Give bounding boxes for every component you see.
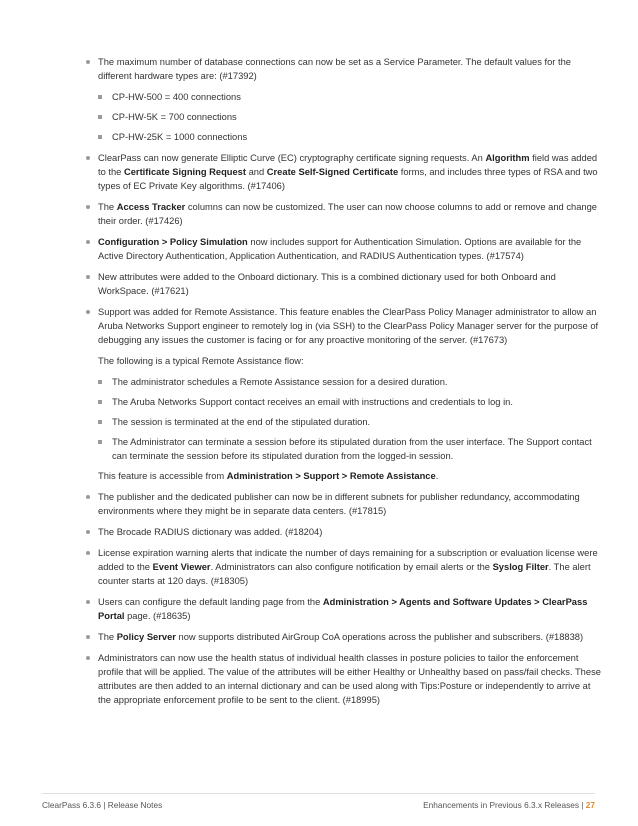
sub-list-item (98, 110, 602, 124)
list-item (82, 525, 602, 539)
list-item-text (98, 151, 602, 193)
sub-list-item (98, 130, 602, 144)
list-item-text (98, 305, 602, 347)
text-run: and (246, 167, 267, 177)
square-bullet-icon (98, 95, 102, 99)
list-item-intro (98, 354, 602, 368)
sub-list-item (98, 415, 602, 429)
list-item-text (98, 270, 602, 298)
text-run: . Administrators can also configure notification by email alerts or the (210, 562, 493, 572)
sub-list-item (98, 395, 602, 409)
list-item-outro (98, 469, 602, 483)
bullet-icon (86, 156, 90, 160)
sub-list-item (98, 90, 602, 104)
sub-list-item (98, 375, 602, 389)
list-item (82, 490, 602, 518)
list-item-text (98, 546, 602, 588)
text-run: The following is a typical Remote Assistance flow: (98, 356, 304, 366)
square-bullet-icon (98, 380, 102, 384)
bold-ui-term: Certificate Signing Request (123, 167, 246, 177)
list-item (82, 235, 602, 263)
bullet-icon (86, 635, 90, 639)
bold-ui-term: Syslog Filter (492, 562, 549, 572)
page-footer (42, 793, 595, 810)
bullet-icon (86, 656, 90, 660)
text-run: forms, and includes three types of RSA and two types of EC Private Key algorithms. (#17406) (98, 167, 598, 191)
sub-list-item-text: CP-HW-5K = 700 connections (112, 112, 237, 122)
square-bullet-icon (98, 115, 102, 119)
square-bullet-icon (98, 400, 102, 404)
list-item (82, 651, 602, 707)
page-number: 27 (585, 800, 595, 810)
sub-list-item-text: The session is terminated at the end of the stipulated duration. (112, 417, 371, 427)
list-item (82, 595, 602, 623)
text-run: Support was added for Remote Assistance. This feature enables the ClearPass Policy Manager administrator to allow an Aruba Networks Support engineer to remotely log in (via SSH) to the ClearPass Policy Manager server for the purpose of debugging any issues the customer is facing or for any proactive monitoring of the server. (#17673) (98, 307, 599, 345)
list-item-text (98, 55, 602, 83)
text-run: License expiration warning alerts that indicate the number of days remaining for a subscription or evaluation license were added to the (98, 548, 598, 572)
bold-ui-term: Event Viewer (152, 562, 211, 572)
bullet-icon (86, 205, 90, 209)
list-item-text (98, 235, 602, 263)
text-run: Administrators can now use the health status of individual health classes in posture policies to tailor the enforcement profile that will be applied. The value of the attributes will be either Healthy or Unhealthy based on pass/fail checks. These attributes are then added to an internal dictionary and can be used along with Tips:Posture or independently to arrive at the appropriate enforcement profile to be sent to the client. (#18995) (98, 653, 601, 705)
footer-doc-title: ClearPass 6.3.6 | Release Notes (42, 800, 163, 810)
text-run: The publisher and the dedicated publisher can now be in different subnets for publisher redundancy, accommodating environments where they might be in separate data centers. (#17815) (98, 492, 580, 516)
sub-list-item-text: The Administrator can terminate a session before its stipulated duration from the user interface. The Support contact can terminate the session before its stipulated duration from the logged-in session. (112, 437, 592, 461)
list-item-text (98, 490, 602, 518)
list-item (82, 305, 602, 483)
sub-list (98, 375, 602, 463)
bold-ui-term: Create Self-Signed Certificate (266, 167, 399, 177)
text-run: New attributes were added to the Onboard dictionary. This is a combined dictionary used for both Onboard and WorkSpace. (#17621) (98, 272, 556, 296)
sub-list-item-text: CP-HW-500 = 400 connections (112, 92, 241, 102)
text-run: page. (#18635) (124, 611, 191, 621)
list-item-text (98, 595, 602, 623)
list-item (82, 270, 602, 298)
sub-list-item-text: The administrator schedules a Remote Assistance session for a desired duration. (112, 377, 448, 387)
release-notes-content (82, 55, 602, 714)
list-item (82, 200, 602, 228)
text-run: Users can configure the default landing page from the (98, 597, 323, 607)
bullet-icon (86, 530, 90, 534)
list-item (82, 55, 602, 144)
bold-ui-term: Configuration > Policy Simulation (98, 237, 248, 247)
list-item (82, 630, 602, 644)
text-run: now supports distributed AirGroup CoA operations across the publisher and subscribers. (#18838) (175, 632, 584, 642)
text-run: columns can now be customized. The user can now choose columns to add or remove and change their order. (#17426) (98, 202, 597, 226)
list-item (82, 546, 602, 588)
sub-list (98, 90, 602, 144)
bullet-icon (86, 60, 90, 64)
bold-ui-term: Access Tracker (116, 202, 186, 212)
square-bullet-icon (98, 135, 102, 139)
text-run: ClearPass can now generate Elliptic Curve (EC) cryptography certificate signing requests. An (98, 153, 486, 163)
sub-list-item (98, 435, 602, 463)
bullet-icon (86, 310, 90, 314)
list-item (82, 151, 602, 193)
square-bullet-icon (98, 420, 102, 424)
text-run: The (98, 202, 117, 212)
bullet-icon (86, 495, 90, 499)
enhancements-list (82, 55, 602, 707)
sub-list-item-text: CP-HW-25K = 1000 connections (112, 132, 248, 142)
bullet-icon (86, 275, 90, 279)
list-item-text (98, 630, 602, 644)
text-run: . The alert counter starts at 120 days. (#18305) (98, 562, 591, 586)
text-run: This feature is accessible from (98, 471, 227, 481)
bullet-icon (86, 240, 90, 244)
text-run: The maximum number of database connections can now be set as a Service Parameter. The default values for the different hardware types are: (#17392) (98, 57, 571, 81)
footer-section (423, 800, 595, 811)
bold-ui-term: Policy Server (116, 632, 176, 642)
list-item-text (98, 525, 602, 539)
text-run: The (98, 632, 117, 642)
list-item-text (98, 200, 602, 228)
bullet-icon (86, 551, 90, 555)
text-run: . (435, 471, 439, 481)
bold-ui-term: Administration > Agents and Software Updates > ClearPass Portal (98, 597, 588, 621)
text-run: now includes support for Authentication Simulation. Options are available for the Active Directory Authentication, Application Authentication, and RADIUS Authentication types. (#17574) (98, 237, 582, 261)
footer-section-title: Enhancements in Previous 6.3.x Releases | (423, 800, 584, 810)
bold-ui-term: Administration > Support > Remote Assistance (226, 471, 436, 481)
bullet-icon (86, 600, 90, 604)
list-item-text (98, 651, 602, 707)
sub-list-item-text: The Aruba Networks Support contact receives an email with instructions and credentials to log in. (112, 397, 513, 407)
text-run: field was added to the (98, 153, 598, 177)
text-run: The Brocade RADIUS dictionary was added. (#18204) (98, 527, 323, 537)
bold-ui-term: Algorithm (485, 153, 530, 163)
square-bullet-icon (98, 440, 102, 444)
